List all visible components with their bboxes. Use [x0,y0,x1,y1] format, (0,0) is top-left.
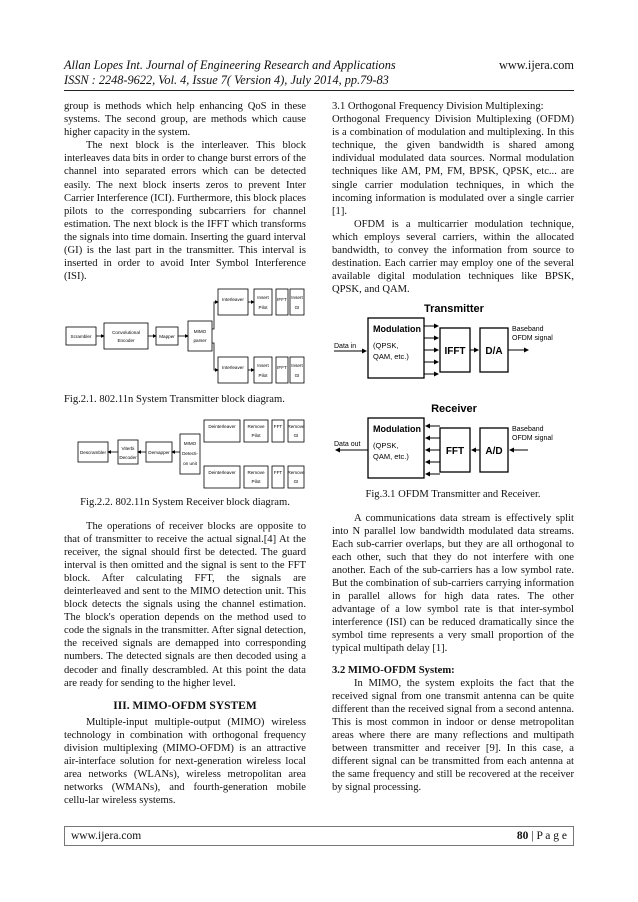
mimo-detect-label: MIMO [183,441,197,447]
insert-pilot-label: Insert [257,295,269,301]
fig21-transmitter-diagram [64,287,306,385]
running-header [64,58,484,88]
insert-pilot-label: Pilot [258,373,268,379]
ifft-label: IFFT [444,346,466,358]
baseband-label: Baseband [512,426,544,434]
transmitter-title: Transmitter [424,303,484,316]
fft-label: FFT [445,446,465,458]
modulation-label: Modulation [373,424,421,435]
interleaver-label: Interleaver [222,297,244,303]
interleaver-label: Interleaver [222,365,244,371]
viterbi-label: Decoder [119,455,137,461]
footer-website[interactable]: www.ijera.com [71,830,142,842]
subsection-heading: 3.2 MIMO-OFDM System: [332,664,455,676]
remove-gi-label: Remove [287,424,305,430]
deinterleaver-label: Deinterleaver [208,424,236,430]
insert-gi-label: GI [294,373,300,379]
right-column [332,100,574,794]
page-number-value: 80 [516,830,529,842]
modulation-types: QAM, etc.) [373,452,409,462]
remove-pilot-label: Remove [247,470,265,476]
mimo-label: MIMO [193,329,207,335]
ifft-label: IFFT [277,365,287,371]
figure-caption: Fig.2.1. 802.11n System Transmitter block diagram. [64,394,285,406]
paragraph: In MIMO, the system exploits the fact that the received signal from one transmit antenna can be quite different than the received signal from a second antenna. This is most common in indoor or dense metropolitan areas where there are many reflections and multipath between transmitter and receiver [9]. In this case, a different signal can be transmitted from each antenna at the same frequency and still be recovered at the receiver by signal processing. [332,677,574,794]
insert-pilot-label: Pilot [258,305,268,311]
page-footer [64,826,574,846]
fft-label: FFT [273,470,283,476]
subsection-heading: 3.1 Orthogonal Frequency Division Multiplexing: [332,101,544,112]
data-in-label: Data in [334,343,357,351]
ad-label: A/D [485,446,503,458]
figure-caption: Fig.2.2. 802.11n System Receiver block diagram. [80,497,290,509]
modulation-types: (QPSK, [373,441,399,451]
figure-caption: Fig.3.1 OFDM Transmitter and Receiver. [365,489,541,501]
scrambler-label: Scrambler [70,334,92,340]
descrambler-label: Descrambler [79,450,107,456]
issn-line: ISSN : 2248-9622, Vol. 4, Issue 7( Version 4), July 2014, pp.79-83 [64,73,389,87]
receiver-title: Receiver [431,403,477,416]
remove-gi-label: GI [293,433,299,439]
paragraph: OFDM is a multicarrier modulation technique, which employs several carriers, within the allocated bandwidth, to convey the information from source to destination. Each carrier may employ one of the several available digital modulation techniques like BPSK, QPSK, and QAM. [332,218,574,296]
remove-gi-label: Remove [287,470,305,476]
paragraph: The next block is the interleaver. This block interleaves data bits in order to change burst errors of the channel into separated errors which can be detected easily. The next block inserts zeros to prevent Inter Carrier Interference (ICI). Furthermore, this block places pilots to the corresponding subcarriers for channel estimation. The next block is the IFFT which transforms the signals into time domain. Inserting the guard interval (GI) is the last part in the transmitter. This interval is inserted in order to avoid Inter Symbol Interference (ISI). [64,140,306,283]
insert-gi-label: Insert [291,363,303,369]
header-rule [64,90,574,91]
modulation-label: Modulation [373,324,421,335]
left-column [64,100,306,807]
page-label: | P a g e [528,830,567,842]
da-label: D/A [485,346,503,358]
modulation-types: (QPSK, [373,341,399,351]
journal-title: Allan Lopes Int. Journal of Engineering Research and Applications [64,58,396,72]
mapper-label: Mapper [159,334,175,340]
conv-label: Encoder [117,338,135,344]
insert-gi-label: Insert [291,295,303,301]
conv-label: Convolutional [112,330,140,336]
fig22-receiver-diagram [64,418,306,490]
data-out-label: Data out [334,441,361,449]
remove-pilot-label: Pilot [251,433,261,439]
insert-gi-label: GI [294,305,300,311]
fft-label: FFT [273,424,283,430]
page-number [517,827,567,845]
remove-pilot-label: Remove [247,424,265,430]
section-heading: III. MIMO-OFDM SYSTEM [113,699,257,712]
remove-pilot-label: Pilot [251,479,261,485]
modulation-types: QAM, etc.) [373,352,409,362]
remove-gi-label: GI [293,479,299,485]
paragraph: Multiple-input multiple-output (MIMO) wireless technology in combination with orthogonal frequency division multiplexing (MIMO-OFDM) is an attractive air-interface solution for next-generation wireless local area networks (WLANs), wireless metropolitan area networks (WMANs), and fourth-generation mobile cellu-lar wireless systems. [64,716,306,807]
ifft-label: IFFT [277,297,287,303]
deinterleaver-label: Deinterleaver [208,470,236,476]
ofdm-signal-label: OFDM signal [512,435,553,443]
paragraph: Orthogonal Frequency Division Multiplexing (OFDM) is a combination of modulation and multiplexing. In this technique, the given bandwidth is shared among individual modulated data sources. Normal modulation techniques like AM, PM, FM, BPSK, QPSK, etc... are single carrier modulation techniques, in which the incoming information is modulated over a single carrier [1]. [332,114,574,217]
paragraph: group is methods which help enhancing QoS in these systems. The second group, are methods which cause higher capacity in the system. [64,101,306,139]
insert-pilot-label: Insert [257,363,269,369]
mimo-detect-label: Detecti- [182,451,198,457]
paragraph: A communications data stream is effectively split into N parallel low bandwidth modulated data streams. Each sub-carrier overlaps, but they are all orthogonal to each other, such that they do not interfere with one another. Each of the sub-carriers has a low symbol rate. But the combination of sub-carriers carrying information in parallel allows for high data rates. The other advantage of a low symbol rate is that inter-symbol interference (ISI) can be reduced dramatically since the symbol time represents a very small proportion of the typical multipath delay [1]. [332,512,574,655]
ofdm-signal-label: OFDM signal [512,335,553,343]
demapper-label: Demapper [148,450,170,456]
viterbi-label: Viterbi [121,446,135,452]
mimo-label: parser [193,338,207,344]
paragraph: The operations of receiver blocks are opposite to that of transmitter to receive the actual signal.[4] At the receiver, the signal should first be detected. The guard interval is then omitted and the signal is sent to the FFT block. After calculating FFT, the signals are deinterleaved and sent to the MIMO detection unit. This block detects the signals using the channel estimation. The block's operation depends on the method used to code the signals in the transmitter. After signal detection, the received signals are demapped into corresponding numbers. The detected signals are then decoded using a decoder and finally descrambled. At this point the data are ready for sending to the higher level. [64,520,306,689]
fig31-ofdm-diagram [332,298,574,484]
baseband-label: Baseband [512,326,544,334]
mimo-detect-label: on unit [183,461,197,467]
header-website[interactable]: www.ijera.com [498,58,574,72]
